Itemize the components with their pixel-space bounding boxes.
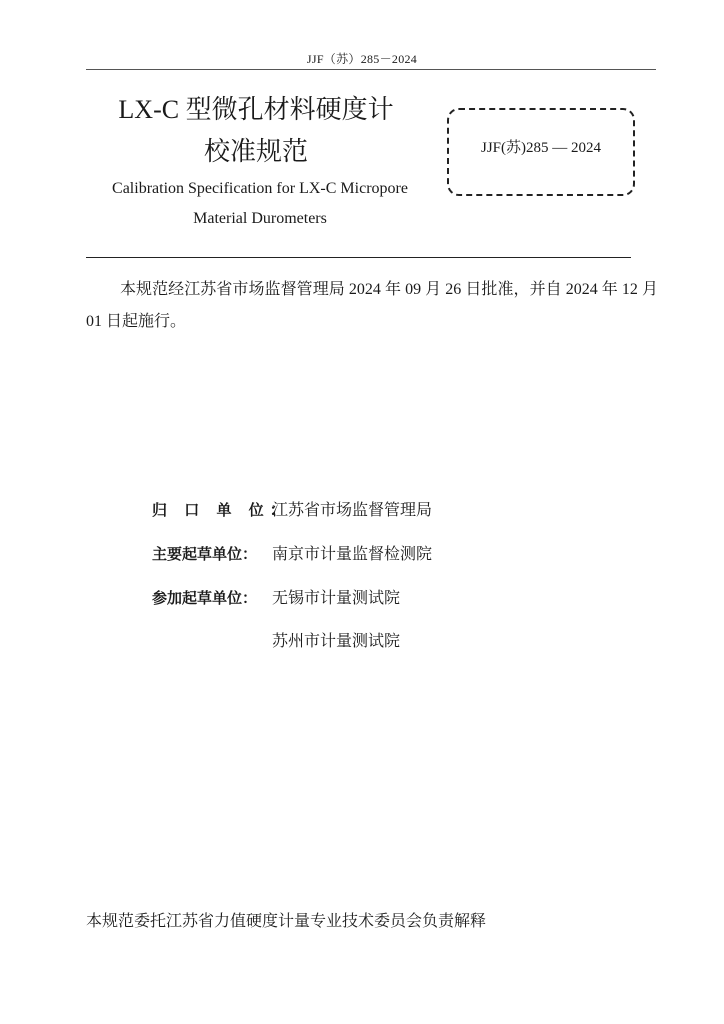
- unit-row-main-drafter: [152, 542, 432, 567]
- participant-value-2: 苏州市计量测试院: [272, 633, 401, 650]
- title-divider: [86, 257, 631, 258]
- responsible-unit-label: 归 口 单 位：: [152, 501, 291, 519]
- approval-statement: 本规范经江苏省市场监督管理局 2024 年 09 月 26 日批准，并自 2024 年 12 月 01 日起施行。: [86, 281, 658, 330]
- main-drafter-value: 南京市计量监督检测院: [272, 546, 433, 563]
- unit-row-participant: [152, 586, 400, 611]
- participant-value-1: 无锡市计量测试院: [272, 590, 401, 607]
- header-document-code: JJF（苏）285－2024: [306, 52, 418, 66]
- english-title-line-2: Material Durometers: [193, 210, 327, 227]
- main-drafter-label: 主要起草单位：: [152, 545, 258, 563]
- header-divider: [86, 69, 656, 70]
- document-subtitle: 校准规范: [203, 137, 308, 166]
- unit-row-participant-2: [152, 630, 400, 654]
- document-code-box: [447, 108, 635, 196]
- document-title: LX-C 型微孔材料硬度计: [118, 95, 394, 124]
- english-title-line-1: Calibration Specification for LX-C Micropore: [112, 180, 408, 197]
- interpretation-note: 本规范委托江苏省力值硬度计量专业技术委员会负责解释: [86, 913, 487, 930]
- unit-row-responsible: [152, 498, 432, 523]
- responsible-unit-value: 江苏省市场监督管理局: [272, 502, 433, 519]
- participant-label: 参加起草单位：: [152, 589, 258, 607]
- document-code-box-text: JJF(苏)285 — 2024: [480, 140, 601, 156]
